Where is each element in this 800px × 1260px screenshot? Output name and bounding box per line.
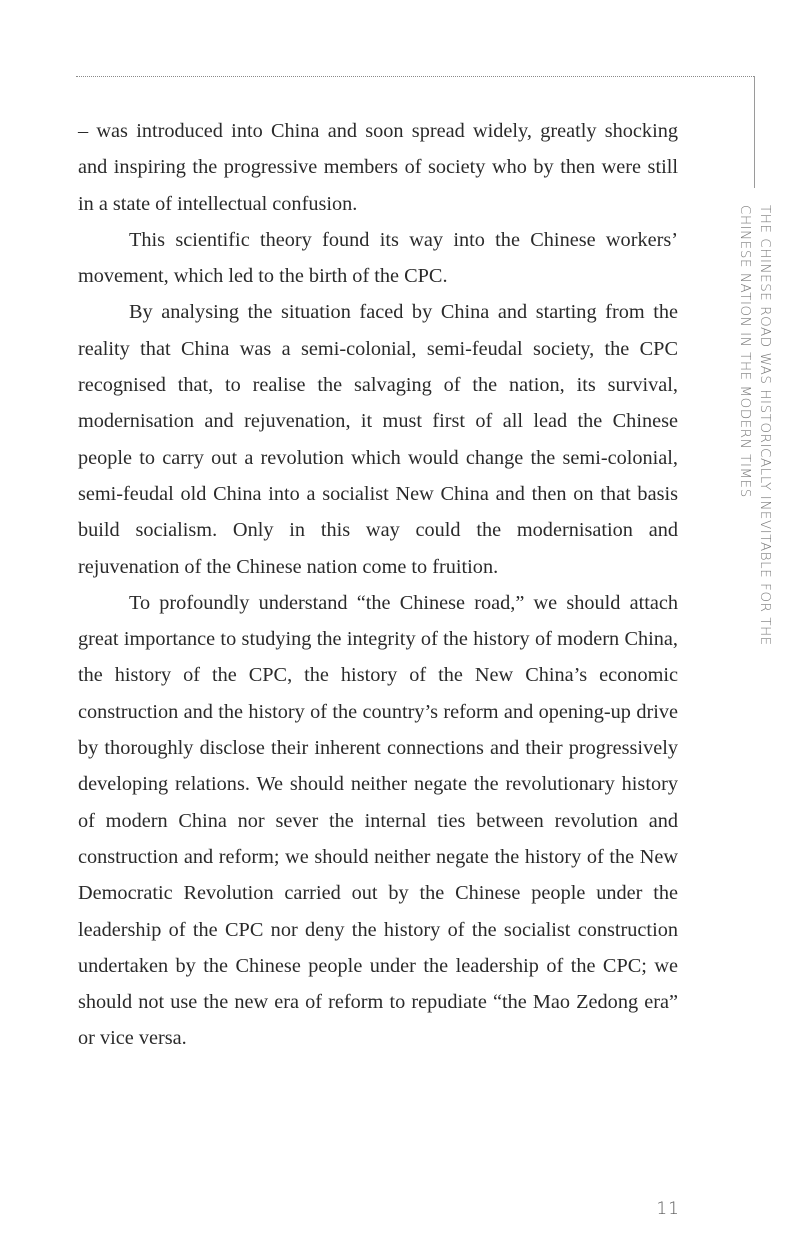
paragraph-3: By analysing the situation faced by China and starting from the reality that China was a semi-colonial, semi-feudal society, the CPC recognised that, to realise the salvaging of the nation, its survival, modernisation and rejuvenation, it must first of all lead the Chinese people to carry out a revolution which would change the semi-colonial, semi-feudal old China into a socialist New China and then on that basis build socialism. Only in this way could the modernisation and rejuvenation of the Chinese nation come to fruition. [78,301,678,578]
running-header [734,205,774,725]
paragraph-2: This scientific theory found its way into the Chinese workers’ movement, which led to the birth of the CPC. [78,228,678,288]
running-header-line-1: THE CHINESE ROAD WAS HISTORICALLY INEVITABLE FOR THE [757,205,772,646]
page-number: 11 [656,1199,680,1219]
header-rule [76,76,754,77]
header-corner-rule [754,76,755,188]
running-header-line-2: CHINESE NATION IN THE MODERN TIMES [737,205,752,498]
paragraph-4: To profoundly understand “the Chinese road,” we should attach great importance to studying the integrity of the history of modern China, the history of the CPC, the history of the New China’s economic construction and the history of the country’s reform and opening-up drive by thoroughly disclose their inherent connections and their progressively developing relations. We should neither negate the revolutionary history of modern China nor sever the internal ties between revolution and construction and reform; we should neither negate the history of the New Democratic Revolution carried out by the Chinese people under the leadership of the CPC nor deny the history of the socialist construction undertaken by the Chinese people under the leadership of the CPC; we should not use the new era of reform to repudiate “the Mao Zedong era” or vice versa. [78,591,678,1050]
body-text [78,113,678,1057]
paragraph-1: – was introduced into China and soon spread widely, greatly shocking and inspiring the progressive members of society who by then were still in a state of intellectual confusion. [78,120,678,215]
